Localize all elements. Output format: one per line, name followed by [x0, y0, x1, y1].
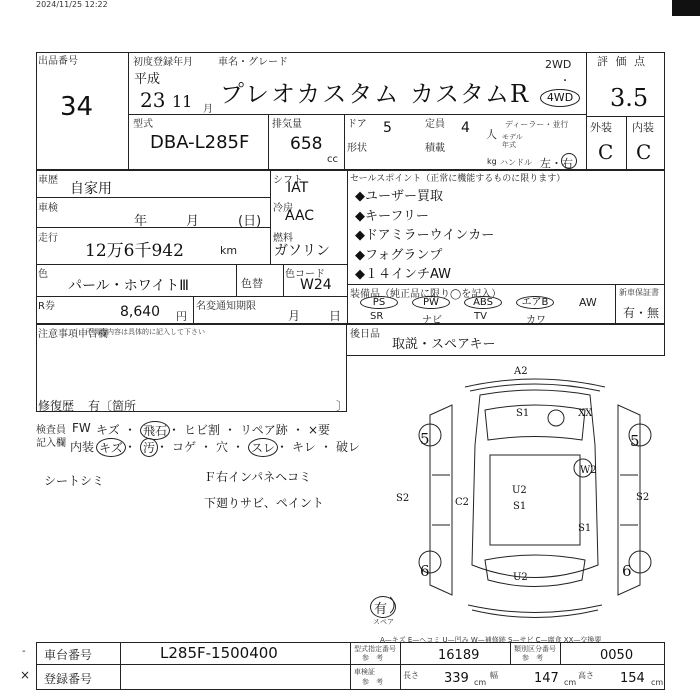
dealer-label: ディーラー・並行	[505, 120, 569, 129]
equipment-item-sub: TV	[474, 311, 487, 322]
sales-point-item	[355, 224, 494, 243]
height-unit: cm	[651, 678, 664, 687]
checker-item: キレ	[292, 440, 316, 454]
diagram-mark: XX	[578, 408, 593, 419]
checker-item: ・	[224, 423, 237, 437]
margin-hyphen: -	[22, 646, 26, 657]
checker-item: ・	[276, 440, 289, 454]
length-unit: cm	[474, 678, 487, 687]
diagram-legend: A—キズ E—ヘコミ U—凹み W—補修跡 S—サビ C—腐食 XX—交換要	[380, 636, 602, 644]
handle-label: ハンドル	[500, 158, 532, 167]
bullet-icon: ◆	[355, 208, 365, 224]
checker-item: 汚	[140, 438, 158, 457]
drive-4wd: 4WD	[540, 89, 580, 107]
checker-item: ・	[168, 423, 181, 437]
sales-point-text: １４インチAW	[365, 267, 452, 282]
lot-label: 出品番号	[38, 56, 78, 67]
fuel-label: 燃料	[273, 233, 293, 244]
dimensions-label-1: 車検証	[354, 668, 375, 676]
displacement-unit: cc	[327, 154, 338, 165]
displacement-label: 排気量	[272, 119, 302, 130]
score-value: 3.5	[610, 84, 649, 112]
mileage-label: 走行	[38, 233, 58, 244]
car-grade: カスタムR	[410, 80, 530, 108]
car-name-label: 車名・グレード	[218, 57, 288, 68]
spare-circle	[370, 596, 396, 618]
diagram-mark: U2	[512, 485, 527, 496]
equipment-label: 装備品（純正品に限り◯を記入）	[350, 289, 502, 300]
diagram-mark: A2	[514, 366, 528, 377]
bullet-icon: ◆	[355, 228, 365, 243]
checker-item: スレ	[248, 438, 278, 457]
handle-right-circle	[561, 153, 577, 169]
checker-item: ・	[232, 440, 245, 454]
capacity-label: 定員	[425, 119, 445, 130]
checker-item: リペア跡	[240, 423, 288, 437]
mileage-unit: km	[220, 244, 238, 257]
recycle-unit: 円	[176, 310, 187, 323]
spare-label: 有	[374, 602, 388, 617]
inspection-month-unit: 月	[186, 214, 200, 229]
displacement-value: 658	[290, 134, 323, 154]
recycle-value: 8,640	[120, 304, 161, 320]
width-unit: cm	[564, 678, 577, 687]
equipment-item-sub: ナビ	[422, 315, 442, 326]
checker-item: コゲ	[172, 440, 197, 454]
checker-item: ・	[292, 423, 305, 437]
checker-item: ・	[200, 440, 213, 454]
checker-item: キズ	[96, 423, 120, 437]
color-label: 色	[38, 269, 48, 280]
repair-close: 〕	[336, 399, 349, 413]
diagram-mark: 5	[420, 430, 430, 448]
note-dash-dent: Ｆ右インパネヘコミ	[204, 470, 312, 484]
notes-sublabel: 不具合内容は具体的に記入して下さい	[86, 328, 205, 336]
handle-value: 左・右	[540, 157, 573, 170]
reg-year: 23	[140, 88, 166, 112]
equipment-item-sub: カワ	[526, 315, 546, 326]
diagram-mark: S2	[396, 493, 410, 504]
chassis-value: L285F-1500400	[160, 644, 278, 662]
sales-point-text: キーフリー	[365, 208, 429, 224]
checker-item: ・	[156, 440, 169, 454]
checker-item: 飛石	[140, 421, 170, 440]
checker-item: ヒビ割	[184, 423, 221, 437]
exterior-label: 外装	[590, 121, 612, 134]
note-underbody: 下廻りサビ、ペイント	[204, 496, 324, 510]
checker-item: キズ	[96, 438, 126, 457]
new-car-warranty-label: 新車保証書	[619, 288, 659, 297]
equipment-item: エアB	[516, 296, 554, 309]
drive-2wd: 2WD	[545, 58, 572, 71]
type-designation-label-2: 参 考	[362, 654, 383, 662]
warranty-month-unit: 月	[288, 309, 301, 323]
registration-label: 初度登録年月	[133, 57, 193, 68]
type-designation-value: 16189	[438, 648, 480, 663]
interior-value: C	[636, 140, 652, 164]
aircon-value: AAC	[285, 208, 315, 224]
checker-label-1: 検査員	[36, 425, 66, 436]
sales-points-label: セールスポイント（正常に機能するものに限ります）	[350, 174, 566, 184]
bullet-icon: ◆	[355, 189, 365, 204]
note-seat-stain: シートシミ	[44, 474, 105, 488]
diagram-mark: 5	[630, 432, 640, 450]
kg-label: kg	[487, 157, 497, 166]
height-value: 154	[620, 671, 645, 686]
height-label: 高さ	[578, 671, 594, 680]
diagram-mark: W2	[580, 465, 597, 476]
inspection-year-unit: 年	[134, 214, 148, 229]
recycle-label: R券	[38, 301, 55, 312]
interior-label: 内装	[632, 121, 654, 134]
checker-int-prefix: 内装	[70, 440, 95, 454]
shape-label: 形状	[347, 143, 367, 154]
equipment-item: ABS	[464, 296, 502, 309]
sales-point-item	[355, 185, 443, 204]
sales-point-item	[355, 205, 429, 224]
corner-mark	[672, 0, 700, 16]
diagram-mark: S1	[578, 523, 592, 534]
doors-label: ドア	[347, 119, 367, 130]
bullet-icon: ◆	[355, 267, 365, 282]
diagram-mark: 6	[622, 562, 632, 580]
shift-value: IAT	[287, 180, 309, 196]
equipment-item: PW	[412, 296, 450, 309]
checker-label-2: 記入欄	[36, 438, 66, 449]
checker-item: 破レ	[336, 440, 361, 454]
color-code: W24	[300, 277, 332, 293]
era: 平成	[134, 72, 161, 87]
checker-item: ・	[124, 440, 137, 454]
score-label: 評 価 点	[597, 55, 647, 68]
checker-ext-prefix: FW	[72, 421, 91, 435]
accessories-value: 取説・スペアキー	[392, 337, 496, 352]
sales-point-text: フォグランプ	[365, 247, 443, 263]
doors-value: 5	[383, 120, 392, 136]
checker-item: 穴	[216, 440, 229, 454]
model-year-label: モデル 年式	[502, 133, 523, 149]
warranty-day-unit: 日	[329, 309, 342, 323]
color-change-label: 色替	[241, 277, 263, 290]
history-label: 車歴	[38, 175, 58, 186]
load-label: 積載	[425, 143, 445, 154]
length-label: 長さ	[403, 671, 419, 680]
capacity-value: 4	[461, 120, 470, 136]
category-label-1: 類別区分番号	[514, 645, 556, 653]
width-label: 幅	[490, 671, 498, 680]
reg-month-unit: 月	[203, 104, 213, 115]
sales-point-item	[355, 244, 442, 263]
fuel-value: ガソリン	[274, 243, 330, 259]
sales-point-item	[355, 263, 451, 282]
aircon-label: 冷房	[273, 203, 293, 214]
capacity-unit: 人	[486, 128, 497, 141]
inspection-label: 車検	[38, 203, 58, 214]
lot-number: 34	[60, 92, 94, 122]
margin-cross: ×	[20, 668, 31, 682]
inspection-day: (日)	[238, 214, 262, 229]
model-value: DBA-L285F	[150, 132, 250, 153]
diagram-mark: U2	[513, 572, 528, 583]
car-name: プレオカスタム	[220, 80, 401, 108]
length-value: 339	[444, 671, 469, 686]
shift-label: シフト	[273, 175, 303, 186]
diagram-mark: S1	[516, 408, 530, 419]
diagram-mark: C2	[455, 497, 470, 508]
equipment-item: AW	[579, 296, 597, 309]
color-value: パール・ホワイトⅢ	[68, 278, 189, 294]
width-value: 147	[534, 671, 559, 686]
chassis-label: 車台番号	[44, 648, 93, 662]
diagram-mark: S2	[636, 492, 650, 503]
type-designation-label-1: 型式指定番号	[354, 645, 396, 653]
color-code-label: 色コード	[285, 269, 325, 280]
timestamp: 2024/11/25 12:22	[36, 0, 108, 9]
accessories-label: 後日品	[350, 329, 380, 340]
dimensions-label-2: 参 考	[362, 678, 383, 686]
sales-point-text: ユーザー買取	[365, 189, 444, 204]
repair-value: 有〔箇所	[88, 399, 137, 413]
registration-number-label: 登録番号	[44, 672, 93, 686]
new-car-warranty-value: 有・無	[623, 306, 660, 320]
drive-dot: ・	[560, 76, 570, 87]
warranty-expiry-label: 名変通知期限	[196, 301, 256, 312]
equipment-item-sub: SR	[370, 311, 384, 322]
diagram-mark: S1	[513, 501, 527, 512]
checker-item: ・	[124, 423, 137, 437]
bullet-icon: ◆	[355, 247, 365, 263]
spare-sub: スペア	[373, 618, 394, 626]
notes-label: 注意事項申告欄	[38, 329, 108, 340]
category-value: 0050	[600, 648, 634, 663]
model-label: 型式	[133, 119, 153, 130]
reg-month: 11	[172, 92, 193, 111]
checker-item: ×要	[308, 423, 331, 437]
sales-point-text: ドアミラーウインカー	[365, 228, 495, 243]
mileage-value: 12万6千942	[85, 241, 184, 261]
exterior-value: C	[598, 140, 614, 164]
checker-item: ・	[320, 440, 333, 454]
category-label-2: 参 考	[522, 654, 543, 662]
history-value: 自家用	[70, 181, 112, 197]
equipment-item: PS	[360, 296, 398, 309]
repair-label: 修復歴	[38, 399, 75, 413]
diagram-mark: 6	[420, 562, 430, 580]
